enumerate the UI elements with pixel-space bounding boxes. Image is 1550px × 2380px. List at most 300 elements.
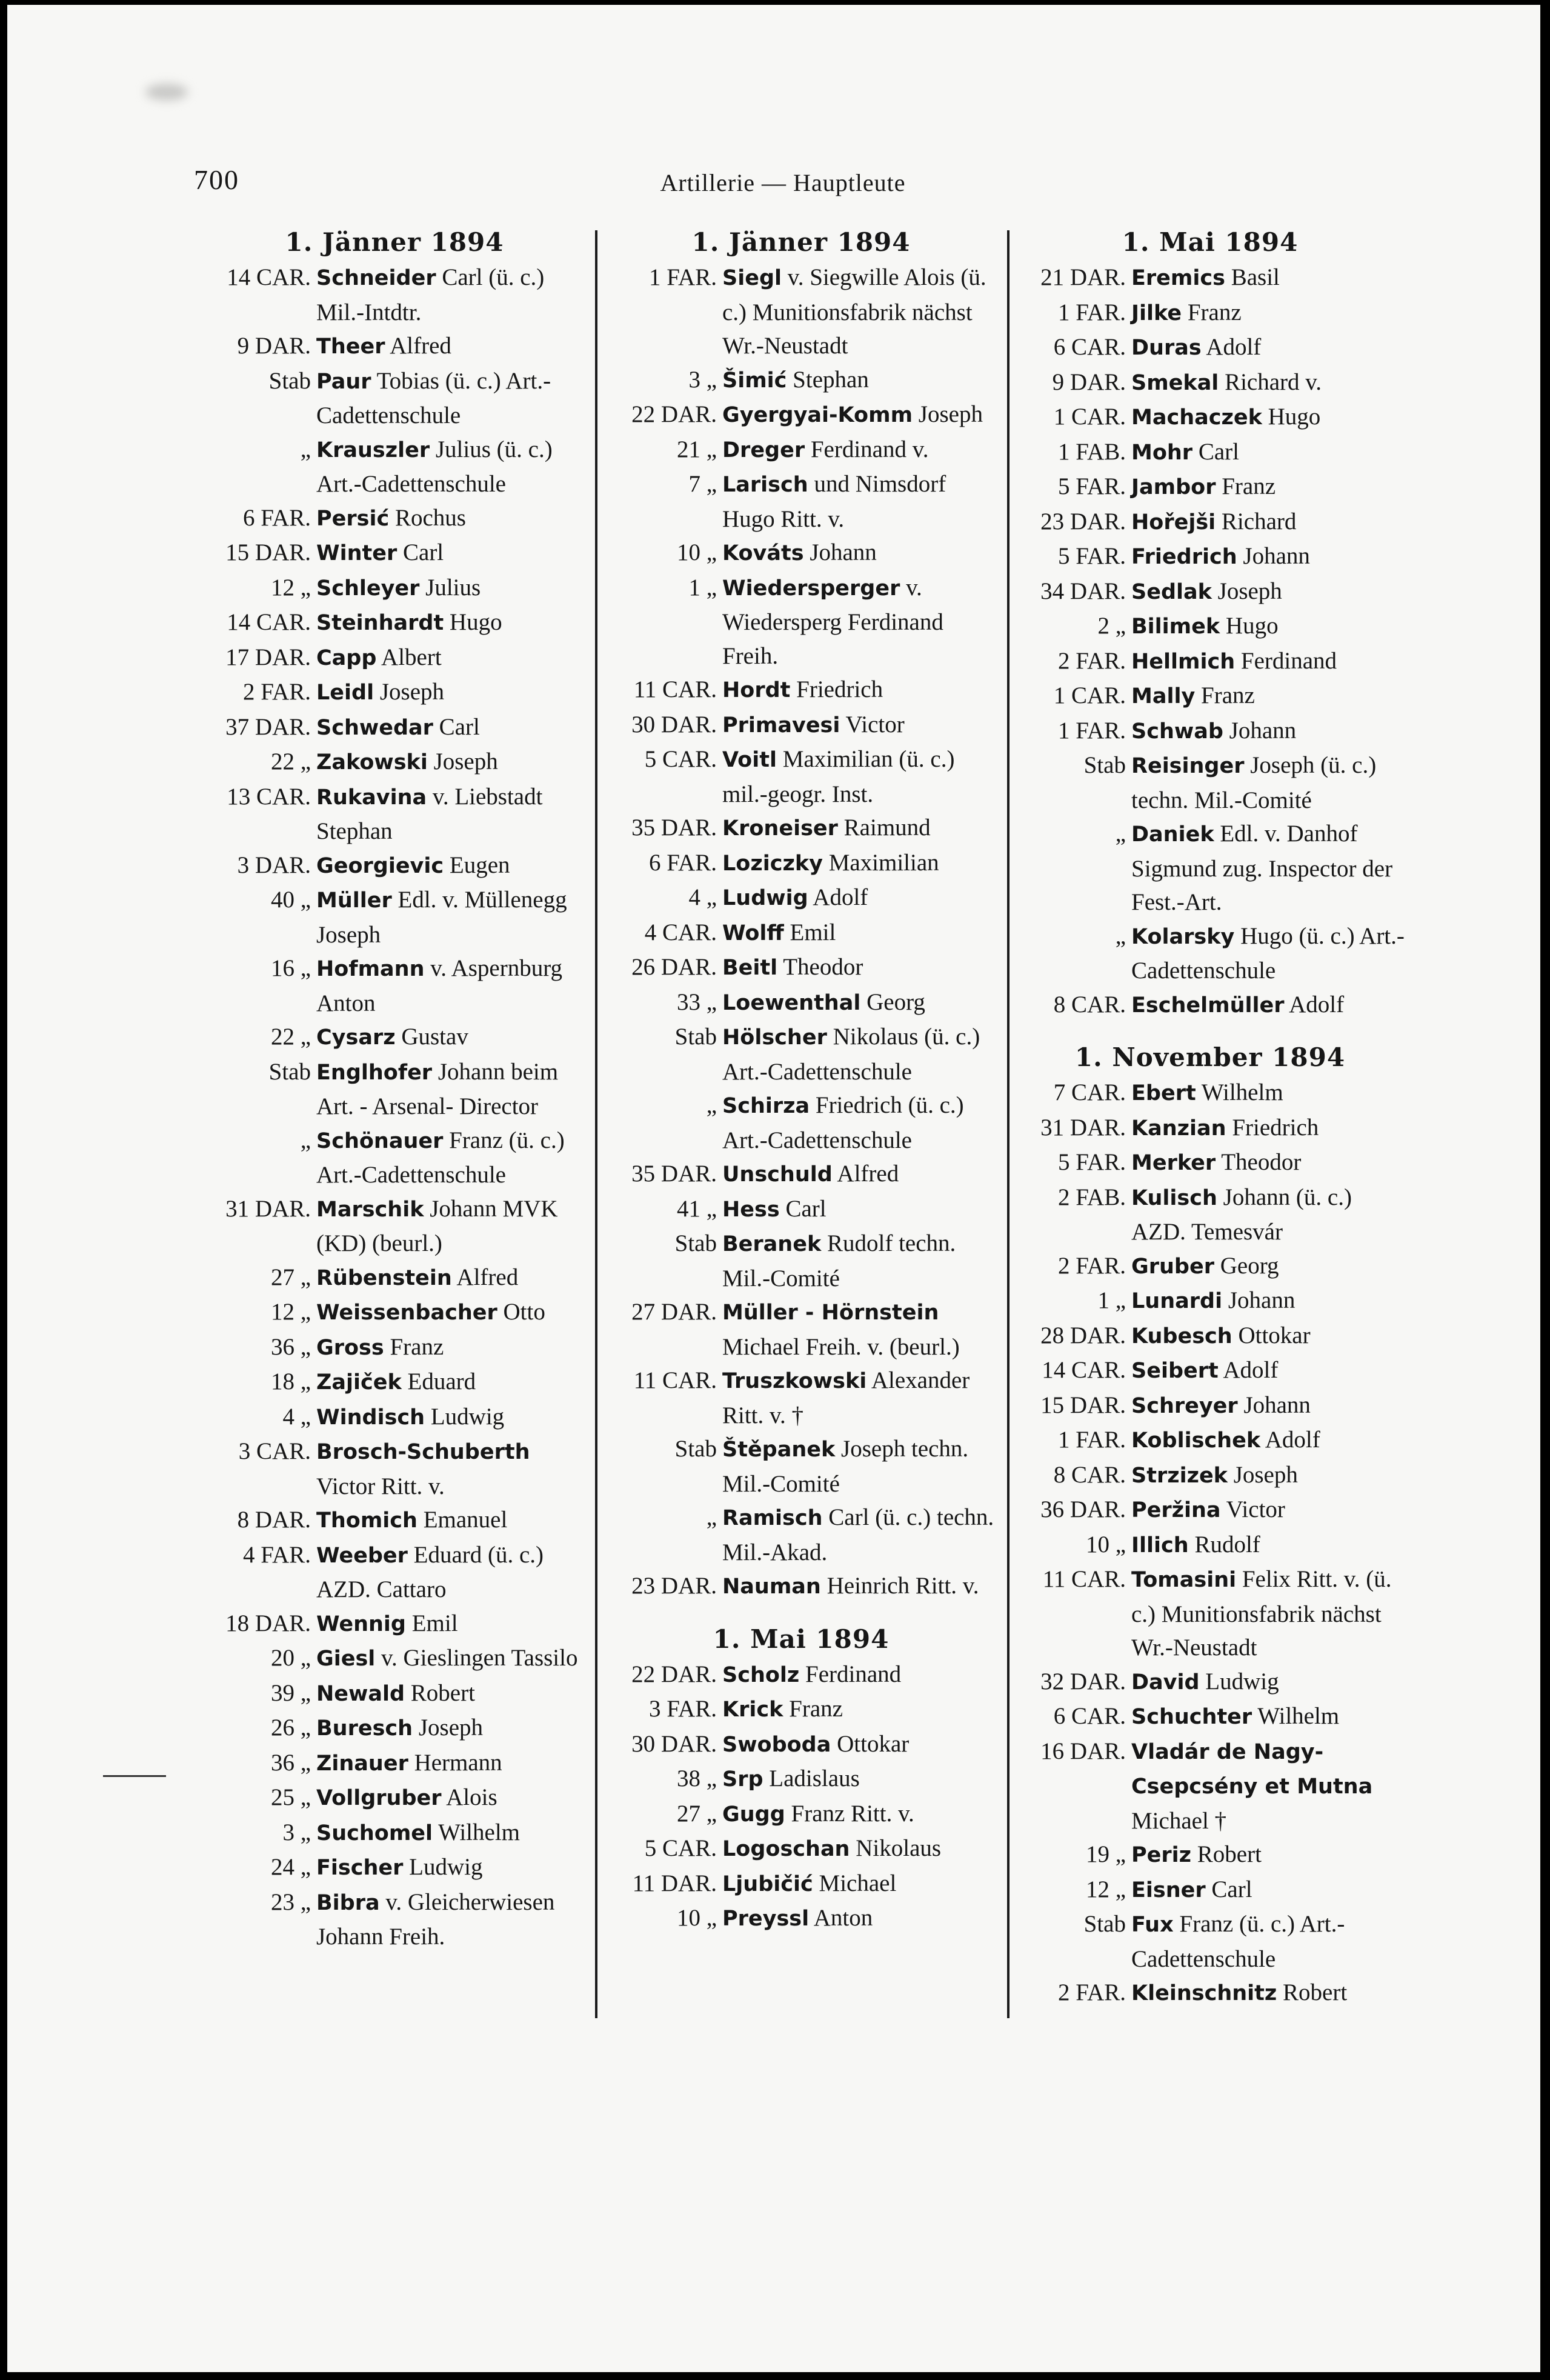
entry-surname: Štěpanek: [722, 1438, 836, 1462]
entry-text: [316, 1850, 591, 1885]
officer-entry: [1013, 1145, 1407, 1181]
entry-details: Friedrich: [796, 676, 883, 702]
entry-surname: Beitl: [722, 956, 778, 980]
entry-unit: 2 FAR.: [1058, 1979, 1126, 2005]
officer-entry: [604, 1227, 998, 1295]
entry-details: Ferdinand: [805, 1661, 902, 1687]
entry-text: [722, 708, 998, 743]
entry-unit: 8 DAR.: [237, 1507, 311, 1533]
entry-text: [1131, 1319, 1407, 1354]
entry-text: [1131, 1284, 1407, 1319]
officer-entry: [1013, 817, 1407, 919]
entry-text: [316, 571, 591, 606]
entry-surname: Srp: [722, 1767, 763, 1792]
entry-unit: 5 CAR.: [644, 1835, 717, 1861]
entry-details: Ludwig: [430, 1403, 505, 1430]
entry-surname: Cysarz: [316, 1025, 396, 1050]
entry-details: v. Gieslingen Tassilo: [381, 1645, 578, 1671]
entry-unit: „: [300, 436, 311, 462]
entry-text: [1131, 1353, 1407, 1388]
entry-details: Wilhelm: [438, 1819, 520, 1845]
entry-details: Johann: [1228, 1287, 1296, 1313]
officer-entry: [198, 641, 591, 676]
entry-details: Julius: [425, 574, 481, 601]
entry-details: Heinrich Ritt. v.: [827, 1573, 979, 1599]
entry-unit: 15 DAR.: [225, 539, 311, 565]
entry-unit: „: [300, 1127, 311, 1153]
entry-surname: Scholz: [722, 1662, 800, 1687]
entry-unit: 35 DAR.: [631, 1161, 717, 1187]
officer-entry: [1013, 296, 1407, 331]
entry-text: [316, 710, 591, 745]
entry-details: Richard: [1221, 508, 1297, 535]
entry-surname: Eremics: [1131, 266, 1225, 290]
entry-unit: 7 CAR.: [1053, 1079, 1126, 1105]
entry-text: [316, 1055, 591, 1124]
officer-entry: [604, 433, 998, 468]
officer-entry: [604, 1658, 998, 1693]
entry-surname: Mally: [1131, 684, 1196, 708]
entry-details: Michael: [819, 1870, 897, 1896]
entry-text: [316, 848, 591, 884]
entry-text: [1131, 1873, 1407, 1908]
section-date-heading: 1. Jänner 1894: [691, 227, 911, 257]
entry-details: Joseph: [1217, 578, 1282, 604]
entry-surname: Rukavina: [316, 785, 427, 810]
officer-entry: [1013, 1665, 1407, 1700]
entry-surname: Weissenbacher: [316, 1301, 497, 1325]
officer-entry: [198, 1816, 591, 1851]
entry-surname: Voitl: [722, 748, 777, 772]
officer-entry: [1013, 1907, 1407, 1976]
entry-surname: Dreger: [722, 438, 805, 462]
entry-surname: Windisch: [316, 1405, 425, 1430]
entry-surname: Eschelmüller: [1131, 993, 1285, 1018]
entry-details: Albert: [381, 644, 442, 670]
officer-entry: [604, 1432, 998, 1501]
officer-entry: [198, 364, 591, 433]
entry-text: [722, 1227, 998, 1295]
section-date-heading: 1. Mai 1894: [713, 1624, 890, 1654]
entry-text: [722, 536, 998, 571]
entry-surname: Schwab: [1131, 719, 1223, 744]
entry-details: Theodor: [1221, 1149, 1302, 1175]
entry-surname: Ebert: [1131, 1081, 1196, 1105]
entry-details: Ferdinand: [1240, 647, 1337, 674]
entry-unit: 1 FAR.: [1058, 717, 1126, 744]
entry-unit: 22 „: [270, 1024, 311, 1050]
entry-details: Joseph: [433, 748, 498, 775]
entry-unit: 1 CAR.: [1053, 404, 1126, 430]
entry-surname: Hellmich: [1131, 649, 1236, 674]
entry-surname: Beranek: [722, 1232, 822, 1256]
entry-surname: Hofmann: [316, 957, 425, 981]
entry-unit: 27 „: [270, 1264, 311, 1290]
entry-unit: 17 DAR.: [225, 644, 311, 670]
officer-entry: [198, 1192, 591, 1261]
entry-unit: 22 „: [270, 748, 311, 775]
entry-unit: 11 DAR.: [632, 1870, 717, 1896]
officer-entry: [604, 1901, 998, 1936]
officer-entry: [604, 811, 998, 846]
entry-unit: 36 „: [270, 1333, 311, 1360]
entry-text: [722, 1692, 998, 1727]
officer-entry: [1013, 1458, 1407, 1493]
entry-details: Rochus: [394, 504, 466, 531]
entry-text: [1131, 330, 1407, 365]
entry-surname: Marschik: [316, 1197, 424, 1222]
entry-surname: Weeber: [316, 1543, 408, 1568]
officer-entry: [1013, 435, 1407, 470]
officer-entry: [604, 1501, 998, 1569]
entry-unit: 19 „: [1085, 1841, 1126, 1867]
entry-details: Ludwig: [409, 1854, 483, 1880]
entry-text: [316, 1192, 591, 1261]
entry-text: [316, 329, 591, 364]
entry-surname: Capp: [316, 645, 377, 670]
entry-details: Carl: [785, 1195, 827, 1222]
officer-entry: [604, 1192, 998, 1227]
entry-details: v. Liebstadt Stephan: [316, 783, 543, 844]
entry-details: Carl (ü. c.) Mil.-Intdtr.: [316, 264, 545, 325]
entry-text: [722, 261, 998, 363]
entry-unit: 24 „: [270, 1854, 311, 1880]
entry-surname: Daniek: [1131, 822, 1214, 847]
entry-details: v. Siegwille Alois (ü. c.) Munitionsfabrik nächst Wr.-Neustadt: [722, 264, 986, 359]
entry-unit: 31 DAR.: [225, 1195, 311, 1222]
entry-details: Alfred: [837, 1161, 899, 1187]
running-head: Artillerie — Hauptleute: [660, 169, 906, 196]
entry-details: Johann MVK (KD) (beurl.): [316, 1195, 558, 1256]
entry-unit: 7 „: [688, 471, 717, 497]
entry-text: [722, 1192, 998, 1227]
entry-text: [1131, 1665, 1407, 1700]
entry-text: [1131, 1735, 1407, 1838]
entry-surname: Illich: [1131, 1533, 1189, 1558]
entry-surname: Merker: [1131, 1151, 1216, 1175]
officer-entry: [1013, 609, 1407, 644]
entry-unit: 2 FAR.: [1058, 647, 1126, 674]
entry-unit: Stab: [268, 367, 311, 394]
officer-entry: [604, 708, 998, 743]
entry-surname: Kulisch: [1131, 1185, 1217, 1210]
entry-text: [316, 433, 591, 501]
entry-details: Hugo: [1268, 404, 1321, 430]
entry-unit: 6 CAR.: [1053, 334, 1126, 360]
entry-text: [316, 780, 591, 848]
entry-unit: 2 „: [1097, 613, 1126, 639]
entry-text: [1131, 575, 1407, 610]
entry-unit: 10 „: [1085, 1531, 1126, 1558]
entry-unit: 32 DAR.: [1040, 1668, 1126, 1695]
officer-entry: [604, 1692, 998, 1727]
officer-entry: [198, 1055, 591, 1124]
entry-text: [1131, 1145, 1407, 1181]
officer-entry: [1013, 714, 1407, 749]
entry-details: Franz: [1222, 473, 1276, 499]
officer-entry: [1013, 1423, 1407, 1458]
entry-text: [722, 1088, 998, 1157]
officer-entry: [198, 745, 591, 780]
officer-entry: [198, 883, 591, 952]
officer-entry: [1013, 1319, 1407, 1354]
officer-entry: [604, 398, 998, 433]
officer-entry: [198, 848, 591, 884]
officer-entry: [1013, 1976, 1407, 2011]
officer-entry: [604, 1569, 998, 1604]
entry-surname: Gugg: [722, 1802, 785, 1827]
entry-unit: 11 CAR.: [633, 1367, 717, 1393]
entry-text: [316, 1261, 591, 1296]
officer-entry: [1013, 470, 1407, 505]
entry-surname: Jambor: [1131, 475, 1216, 499]
entry-details: Basil: [1231, 264, 1280, 290]
officer-entry: [198, 329, 591, 364]
entry-text: [1131, 1838, 1407, 1873]
entry-surname: Gyergyai-Komm: [722, 403, 913, 427]
entry-details: Alfred: [456, 1264, 519, 1290]
entry-surname: Bilimek: [1131, 615, 1220, 639]
officer-entry: [604, 1867, 998, 1902]
officer-entry: [198, 1641, 591, 1676]
entry-text: [722, 985, 998, 1021]
column-divider-right: [1007, 230, 1009, 2018]
entry-unit: 4 FAR.: [243, 1541, 311, 1568]
officer-entry: [198, 1746, 591, 1781]
entry-text: [1131, 1907, 1407, 1976]
entry-surname: Rübenstein: [316, 1265, 452, 1290]
entry-unit: 31 DAR.: [1040, 1114, 1126, 1141]
entry-details: Joseph techn. Mil.-Comité: [722, 1436, 969, 1497]
entry-surname: Unschuld: [722, 1162, 833, 1187]
entry-unit: 5 CAR.: [644, 746, 717, 772]
column-left: [198, 224, 591, 1954]
entry-text: [722, 673, 998, 708]
entry-text: [316, 1816, 591, 1851]
entry-details: Johann: [1243, 543, 1310, 569]
entry-surname: Vollgruber: [316, 1786, 442, 1810]
entry-details: Nikolaus (ü. c.) Art.-Cadettenschule: [722, 1024, 980, 1085]
entry-text: [316, 1676, 591, 1712]
entry-text: [316, 1711, 591, 1746]
entry-unit: 2 FAR.: [243, 679, 311, 705]
entry-details: Franz: [789, 1696, 843, 1722]
entry-text: [316, 1435, 591, 1503]
entry-surname: Koblischek: [1131, 1428, 1261, 1453]
entry-surname: Reisinger: [1131, 754, 1245, 778]
officer-entry: [1013, 988, 1407, 1023]
entry-unit: 10 „: [676, 539, 717, 565]
entry-details: Alexander Ritt. v. †: [722, 1367, 970, 1428]
entry-text: [316, 1885, 591, 1954]
entry-details: Johann (ü. c.) AZD. Temesvár: [1131, 1184, 1352, 1245]
officer-entry: [604, 881, 998, 916]
entry-unit: Stab: [674, 1024, 717, 1050]
entry-surname: Wolff: [722, 921, 784, 945]
entry-surname: Loziczky: [722, 851, 823, 876]
entry-text: [722, 950, 998, 985]
section-date-heading: 1. Mai 1894: [1122, 227, 1299, 257]
officer-entry: [604, 673, 998, 708]
entry-unit: 4 CAR.: [644, 919, 717, 945]
entry-unit: 18 „: [270, 1368, 311, 1395]
entry-details: Adolf: [1206, 334, 1262, 360]
entry-surname: Theer: [316, 335, 385, 359]
entry-surname: Leidl: [316, 681, 374, 705]
entry-text: [722, 1501, 998, 1569]
entry-surname: Swoboda: [722, 1732, 831, 1757]
entry-text: [1131, 817, 1407, 919]
entry-details: Ladislaus: [769, 1765, 860, 1792]
entry-details: Wilhelm: [1257, 1703, 1340, 1729]
entry-surname: Strzizek: [1131, 1463, 1228, 1488]
entry-surname: Thomich: [316, 1508, 417, 1533]
entry-text: [316, 745, 591, 780]
officer-entry: [1013, 365, 1407, 401]
entry-surname: David: [1131, 1670, 1200, 1695]
entry-unit: 6 FAR.: [649, 849, 717, 876]
officer-entry: [1013, 748, 1407, 817]
entry-text: [1131, 1976, 1407, 2011]
entry-unit: 11 CAR.: [1042, 1566, 1126, 1592]
entry-surname: Müller - Hörnstein: [722, 1301, 939, 1325]
entry-text: [1131, 435, 1407, 470]
entry-text: [1131, 609, 1407, 644]
officer-entry: [1013, 1353, 1407, 1388]
entry-surname: Ljubičić: [722, 1872, 813, 1896]
entry-text: [1131, 1423, 1407, 1458]
entry-surname: Nauman: [722, 1575, 821, 1599]
book-page: [7, 5, 1540, 2372]
entry-surname: Tomasini: [1131, 1568, 1237, 1592]
entry-text: [722, 881, 998, 916]
entry-text: [316, 536, 591, 571]
officer-entry: [198, 1124, 591, 1192]
entry-surname: Paur: [316, 369, 371, 394]
entry-unit: 8 CAR.: [1053, 991, 1126, 1018]
entry-unit: 27 DAR.: [631, 1299, 717, 1325]
officer-entry: [198, 1365, 591, 1400]
officer-entry: [1013, 505, 1407, 540]
entry-unit: 6 FAR.: [243, 504, 311, 531]
entry-details: Joseph: [379, 679, 445, 705]
officer-entry: [1013, 575, 1407, 610]
officer-entry: [604, 1088, 998, 1157]
entry-text: [1131, 400, 1407, 435]
officer-entry: [1013, 1181, 1407, 1249]
entry-text: [722, 846, 998, 881]
entry-details: Raimund: [843, 815, 931, 841]
entry-details: Emanuel: [423, 1507, 508, 1533]
entry-unit: 36 DAR.: [1040, 1496, 1126, 1522]
officer-entry: [604, 1832, 998, 1867]
entry-text: [316, 1330, 591, 1365]
entry-text: [316, 1295, 591, 1330]
entry-details: Robert: [410, 1679, 475, 1706]
entry-details: Carl: [1198, 438, 1239, 465]
officer-entry: [604, 1727, 998, 1762]
entry-unit: 20 „: [270, 1645, 311, 1671]
entry-unit: 4 „: [282, 1403, 311, 1430]
entry-text: [722, 1569, 998, 1604]
entry-details: Ottokar: [1238, 1322, 1311, 1348]
entry-details: Adolf: [813, 884, 868, 910]
entry-details: Franz (ü. c.) Art.-Cadettenschule: [316, 1127, 565, 1188]
entry-unit: 26 DAR.: [631, 954, 717, 980]
entry-surname: Logoschan: [722, 1837, 850, 1861]
entry-text: [722, 811, 998, 846]
entry-text: [722, 398, 998, 433]
entry-surname: Buresch: [316, 1716, 413, 1741]
entry-surname: Schönauer: [316, 1128, 444, 1153]
entry-unit: „: [1115, 922, 1126, 949]
entry-unit: 21 „: [676, 436, 717, 462]
entry-unit: 30 DAR.: [631, 711, 717, 738]
entry-text: [1131, 919, 1407, 988]
entry-details: Nikolaus: [856, 1835, 942, 1861]
entry-surname: Hořejši: [1131, 510, 1216, 535]
officer-entry: [1013, 1838, 1407, 1873]
entry-surname: Schwedar: [316, 715, 433, 740]
entry-text: [316, 641, 591, 676]
entry-details: Rudolf techn. Mil.-Comité: [722, 1230, 956, 1292]
officer-entry: [604, 261, 998, 363]
entry-surname: Schleyer: [316, 576, 420, 601]
entry-text: [1131, 1076, 1407, 1111]
entry-text: [1131, 644, 1407, 679]
entry-unit: 1 FAR.: [1058, 1427, 1126, 1453]
entry-unit: 3 FAR.: [649, 1696, 717, 1722]
officer-entry: [604, 571, 998, 673]
entry-details: Johann: [1243, 1392, 1311, 1418]
entry-text: [1131, 988, 1407, 1023]
column-right: [1013, 224, 1407, 2011]
entry-details: Hugo (ü. c.) Art.-Cadettenschule: [1131, 922, 1405, 984]
entry-unit: 8 CAR.: [1053, 1461, 1126, 1488]
entry-surname: Jilke: [1131, 301, 1182, 325]
entry-text: [722, 1364, 998, 1432]
entry-text: [722, 1867, 998, 1902]
officer-entry: [1013, 330, 1407, 365]
entry-details: Gustav: [401, 1024, 468, 1050]
entry-surname: Gruber: [1131, 1254, 1214, 1279]
entry-unit: 6 CAR.: [1053, 1703, 1126, 1729]
officer-entry: [198, 1400, 591, 1435]
officer-entry: [198, 1295, 591, 1330]
entry-surname: Hordt: [722, 678, 791, 702]
entry-surname: Wiedersperger: [722, 576, 900, 601]
entry-details: v. Gleicherwiesen Johann Freih.: [316, 1888, 555, 1950]
entry-unit: 33 „: [676, 988, 717, 1015]
officer-entry: [198, 536, 591, 571]
entry-details: Carl: [439, 713, 480, 740]
entry-surname: Siegl: [722, 266, 782, 290]
entry-surname: Bibra: [316, 1890, 380, 1915]
officer-entry: [198, 501, 591, 536]
entry-details: Stephan: [793, 366, 869, 393]
entry-details: v. Aspernburg Anton: [316, 955, 562, 1016]
entry-text: [722, 1020, 998, 1088]
entry-text: [722, 1157, 998, 1192]
entry-surname: Zakowski: [316, 750, 428, 775]
entry-unit: 14 CAR.: [1042, 1357, 1126, 1383]
entry-text: [722, 1658, 998, 1693]
entry-details: Alois: [446, 1784, 497, 1810]
entry-text: [722, 1295, 998, 1364]
entry-text: [722, 467, 998, 536]
officer-entry: [1013, 1388, 1407, 1424]
entry-details: Richard v.: [1225, 368, 1322, 395]
